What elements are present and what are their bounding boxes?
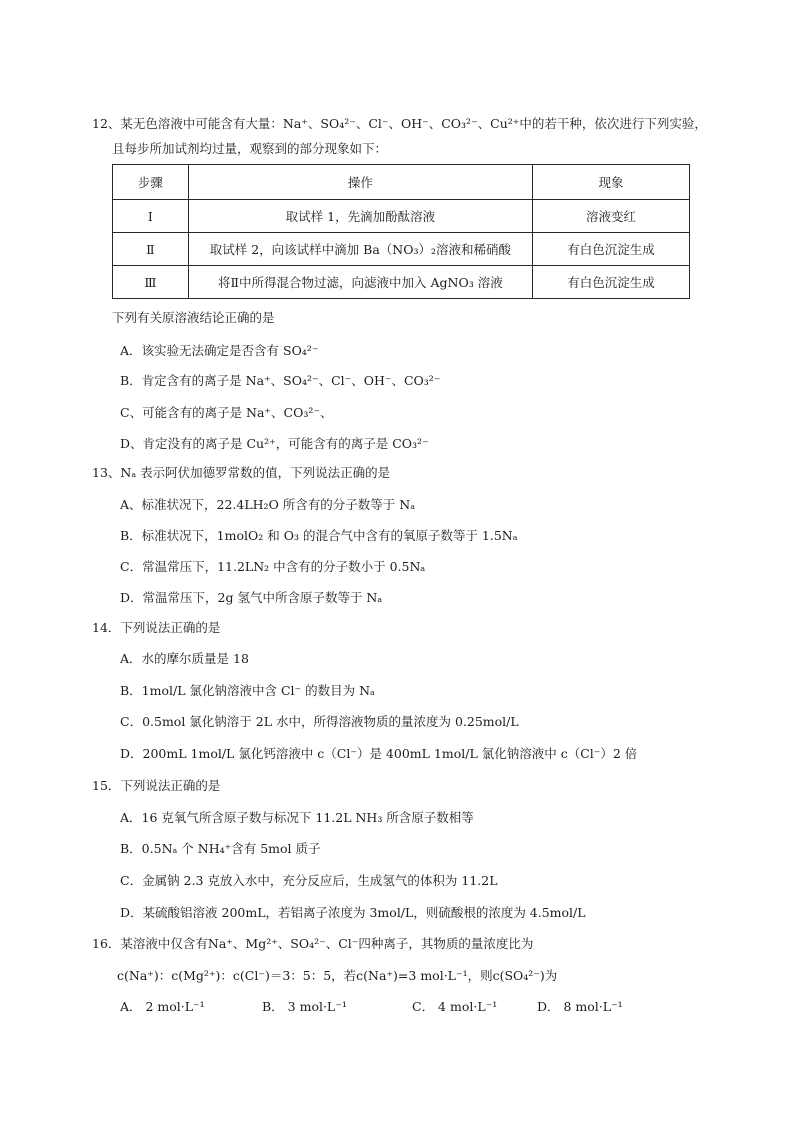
q16-option-a: A． 2 mol·L⁻¹ <box>120 999 205 1014</box>
q15-stem: 15．下列说法正确的是 <box>92 778 221 793</box>
row2-operation: 取试样 2，向该试样中滴加 Ba（NO₃）₂溶液和稀硝酸 <box>188 233 532 266</box>
header-operation: 操作 <box>188 165 532 200</box>
q12-question: 下列有关原溶液结论正确的是 <box>112 310 275 325</box>
q16-option-c: C． 4 mol·L⁻¹ <box>412 999 498 1014</box>
q13-stem: 13、Nₐ 表示阿伏加德罗常数的值，下列说法正确的是 <box>92 465 391 480</box>
q15-option-d: D．某硫酸铝溶液 200mL，若铝离子浓度为 3mol/L，则硫酸根的浓度为 4.5mol/L <box>120 905 586 920</box>
q16-option-d: D． 8 mol·L⁻¹ <box>537 999 623 1014</box>
row1-operation: 取试样 1，先滴加酚酞溶液 <box>188 200 532 233</box>
q13-option-a: A、标准状况下，22.4LH₂O 所含有的分子数等于 Nₐ <box>120 497 416 512</box>
q12-experiment-table <box>112 164 690 299</box>
row1-step: Ⅰ <box>113 200 189 233</box>
row3-phenomenon: 有白色沉淀生成 <box>532 266 689 299</box>
q14-option-d: D．200mL 1mol/L 氯化钙溶液中 c（Cl⁻）是 400mL 1mol/L 氯化钠溶液中 c（Cl⁻）2 倍 <box>120 746 638 761</box>
q13-option-b: B．标准状况下，1molO₂ 和 O₃ 的混合气中含有的氧原子数等于 1.5Nₐ <box>120 528 518 543</box>
row1-phenomenon: 溶液变红 <box>532 200 689 233</box>
q15-option-a: A．16 克氧气所含原子数与标况下 11.2L NH₃ 所含原子数相等 <box>120 810 474 825</box>
q12-option-d: D、肯定没有的离子是 Cu²⁺，可能含有的离子是 CO₃²⁻ <box>120 436 429 451</box>
table-row <box>113 233 690 266</box>
q13-option-d: D．常温常压下，2g 氢气中所含原子数等于 Nₐ <box>120 590 383 605</box>
q12-stem-line1: 12、某无色溶液中可能含有大量：Na⁺、SO₄²⁻、Cl⁻、OH⁻、CO₃²⁻、Cu²⁺中的若干种，依次进行下列实验， <box>92 116 707 131</box>
header-phenomenon: 现象 <box>532 165 689 200</box>
q15-option-c: C．金属钠 2.3 克放入水中，充分反应后，生成氢气的体积为 11.2L <box>120 873 498 888</box>
row3-operation: 将Ⅱ中所得混合物过滤，向滤液中加入 AgNO₃ 溶液 <box>188 266 532 299</box>
q12-option-b: B．肯定含有的离子是 Na⁺、SO₄²⁻、Cl⁻、OH⁻、CO₃²⁻ <box>120 373 441 388</box>
q12-option-c: C、可能含有的离子是 Na⁺、CO₃²⁻、 <box>120 405 333 420</box>
q15-option-b: B．0.5Nₐ 个 NH₄⁺含有 5mol 质子 <box>120 841 321 856</box>
table-row <box>113 200 690 233</box>
row2-phenomenon: 有白色沉淀生成 <box>532 233 689 266</box>
header-step: 步骤 <box>113 165 189 200</box>
q12-stem-line2: 且每步所加试剂均过量，观察到的部分现象如下： <box>112 141 388 156</box>
q14-option-c: C．0.5mol 氯化钠溶于 2L 水中，所得溶液物质的量浓度为 0.25mol/L <box>120 714 519 729</box>
row3-step: Ⅲ <box>113 266 189 299</box>
table-header-row <box>113 165 690 200</box>
q12-option-a: A．该实验无法确定是否含有 SO₄²⁻ <box>120 343 319 358</box>
q14-stem: 14．下列说法正确的是 <box>92 620 221 635</box>
table-row <box>113 266 690 299</box>
q16-stem-line2: c(Na⁺)：c(Mg²⁺)：c(Cl⁻)＝3：5：5，若c(Na⁺)=3 mol·L⁻¹，则c(SO₄²⁻)为 <box>117 968 558 983</box>
q16-stem-line1: 16．某溶液中仅含有Na⁺、Mg²⁺、SO₄²⁻、Cl⁻四种离子，其物质的量浓度比为 <box>92 936 534 951</box>
row2-step: Ⅱ <box>113 233 189 266</box>
q14-option-b: B．1mol/L 氯化钠溶液中含 Cl⁻ 的数目为 Nₐ <box>120 683 375 698</box>
q14-option-a: A．水的摩尔质量是 18 <box>120 651 249 666</box>
q13-option-c: C．常温常压下，11.2LN₂ 中含有的分子数小于 0.5Nₐ <box>120 559 426 574</box>
q16-option-b: B． 3 mol·L⁻¹ <box>262 999 347 1014</box>
